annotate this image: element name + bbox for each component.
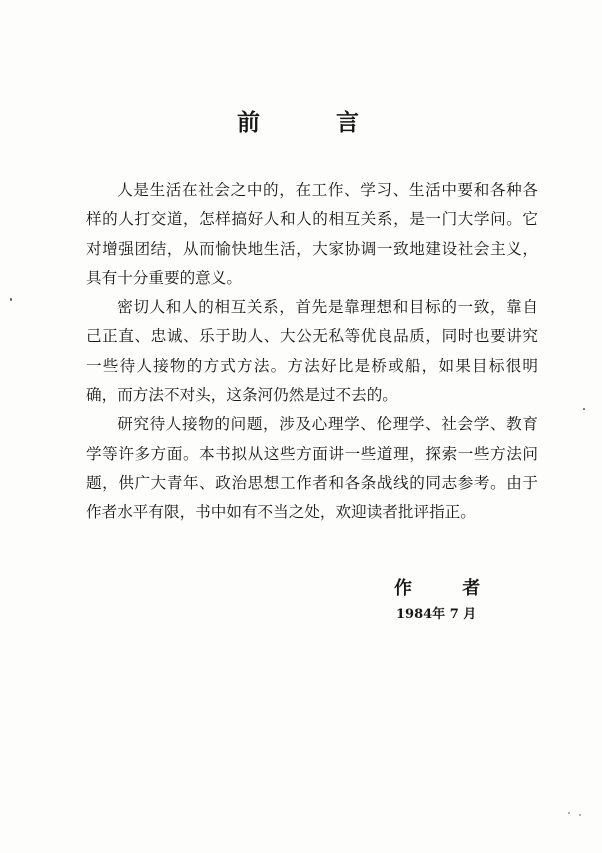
author-signature: 作 者 <box>394 578 503 599</box>
scan-speck <box>10 298 12 301</box>
scan-speck <box>583 408 585 410</box>
paragraph: 人是生活在社会之中的，在工作、学习、生活中要和各种各样的人打交道，怎样搞好人和人的相互关系，是一门大学问。它对增强团结，从而愉快地生活，大家协调一致地建设社会主义，具有十分重要的意义。 <box>86 181 538 287</box>
page-title: 前 言 <box>236 110 393 136</box>
preface-body <box>86 176 538 528</box>
paragraph: 研究待人接物的问题，涉及心理学、伦理学、社会学、教育学等许多方面。本书拟从这些方面讲一些道理，探索一些方法问题，供广大青年、政治思想工作者和各条战线的同志参考。由于作者水平有限，书中如有不当之处，欢迎读者批评指正。 <box>86 415 538 522</box>
paragraph: 密切人和人的相互关系，首先是靠理想和目标的一致，靠自己正直、忠诚、乐于助人、大公无私等优良品质，同时也要讲究一些待人接物的方式方法。方法好比是桥或船，如果目标很明确，而方法不对头，这条河仍然是过不去的。 <box>86 298 538 405</box>
scan-speck <box>579 814 581 816</box>
scan-speck <box>568 812 570 814</box>
signature-date: 1984年 7 月 <box>396 607 477 622</box>
